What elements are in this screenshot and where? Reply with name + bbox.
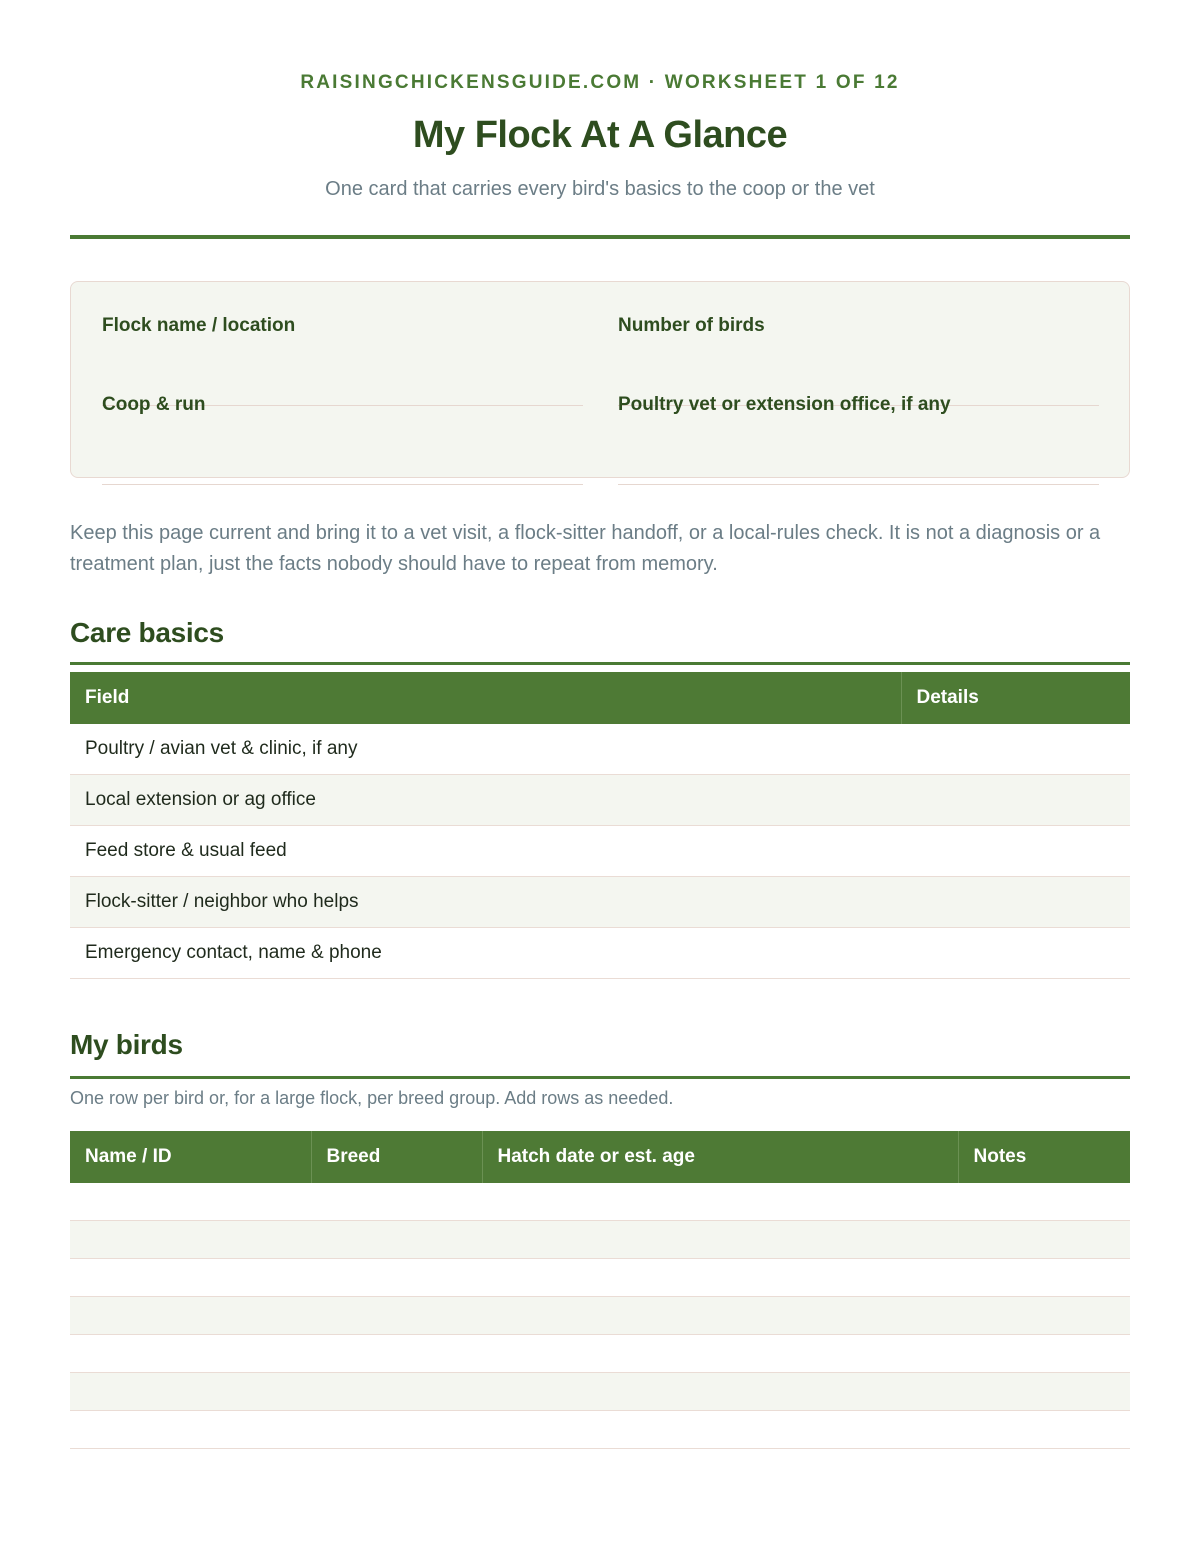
bird-name-cell[interactable] [70,1183,311,1221]
care-details-cell[interactable] [901,877,1130,928]
care-details-cell[interactable] [901,928,1130,979]
care-field-cell: Feed store & usual feed [70,826,901,877]
bird-notes-cell[interactable] [958,1373,1130,1411]
worksheet-kicker: RAISINGCHICKENSGUIDE.COM · WORKSHEET 1 OF 12 [300,72,900,93]
table-row [70,724,1130,775]
number-of-birds-field[interactable] [618,315,1099,337]
bird-breed-cell[interactable] [311,1411,482,1449]
bird-notes-cell[interactable] [958,1297,1130,1335]
column-header-hatch-date: Hatch date or est. age [482,1131,958,1183]
bird-name-cell[interactable] [70,1221,311,1259]
bird-breed-cell[interactable] [311,1259,482,1297]
bird-name-cell[interactable] [70,1259,311,1297]
column-header-field: Field [70,672,901,724]
bird-notes-cell[interactable] [958,1411,1130,1449]
care-field-cell: Poultry / avian vet & clinic, if any [70,724,901,775]
care-details-cell[interactable] [901,775,1130,826]
table-row [70,928,1130,979]
column-header-breed: Breed [311,1131,482,1183]
bird-notes-cell[interactable] [958,1259,1130,1297]
table-row [70,1183,1130,1221]
page-subtitle: One card that carries every bird's basics to the coop or the vet [325,178,875,200]
flock-info-card [70,281,1130,478]
table-row [70,1411,1130,1449]
table-row [70,1335,1130,1373]
bird-notes-cell[interactable] [958,1335,1130,1373]
bird-hatch-cell[interactable] [482,1183,958,1221]
table-row [70,1259,1130,1297]
number-of-birds-label: Number of birds [618,315,765,336]
care-field-cell: Local extension or ag office [70,775,901,826]
bird-hatch-cell[interactable] [482,1259,958,1297]
my-birds-note: One row per bird or, for a large flock, per breed group. Add rows as needed. [70,1088,674,1108]
bird-notes-cell[interactable] [958,1183,1130,1221]
flock-name-field[interactable] [102,315,583,337]
coop-run-label: Coop & run [102,394,206,415]
bird-hatch-cell[interactable] [482,1411,958,1449]
table-row [70,775,1130,826]
my-birds-table [70,1131,1130,1449]
care-field-cell: Flock-sitter / neighbor who helps [70,877,901,928]
care-basics-divider [70,662,1130,665]
header-divider [70,235,1130,239]
vet-office-label: Poultry vet or extension office, if any [618,394,951,415]
table-row [70,826,1130,877]
table-row [70,1297,1130,1335]
care-details-cell[interactable] [901,826,1130,877]
table-header-row [70,672,1130,724]
page-title: My Flock At A Glance [412,114,788,156]
column-header-name-id: Name / ID [70,1131,311,1183]
bird-name-cell[interactable] [70,1335,311,1373]
bird-name-cell[interactable] [70,1373,311,1411]
care-basics-heading: Care basics [70,617,224,648]
care-field-cell: Emergency contact, name & phone [70,928,901,979]
vet-office-field[interactable] [618,394,1099,416]
column-header-notes: Notes [958,1131,1130,1183]
bird-hatch-cell[interactable] [482,1297,958,1335]
bird-breed-cell[interactable] [311,1183,482,1221]
bird-hatch-cell[interactable] [482,1221,958,1259]
table-row [70,1373,1130,1411]
table-header-row [70,1131,1130,1183]
bird-breed-cell[interactable] [311,1373,482,1411]
bird-breed-cell[interactable] [311,1297,482,1335]
column-header-details: Details [901,672,1130,724]
care-details-cell[interactable] [901,724,1130,775]
bird-breed-cell[interactable] [311,1221,482,1259]
flock-name-label: Flock name / location [102,315,296,336]
intro-paragraph: Keep this page current and bring it to a vet visit, a flock-sitter handoff, or a local-rules check. It is not a diagnosis or a treatment plan, just the facts nobody should have to repeat from memory. [70,522,1101,575]
table-row [70,877,1130,928]
coop-run-line [102,484,583,485]
table-row [70,1221,1130,1259]
bird-name-cell[interactable] [70,1297,311,1335]
coop-run-field[interactable] [102,394,583,416]
bird-hatch-cell[interactable] [482,1335,958,1373]
my-birds-divider [70,1076,1130,1079]
bird-notes-cell[interactable] [958,1221,1130,1259]
bird-breed-cell[interactable] [311,1335,482,1373]
care-basics-table [70,672,1130,979]
bird-hatch-cell[interactable] [482,1373,958,1411]
vet-office-line [618,484,1099,485]
my-birds-heading: My birds [70,1029,183,1060]
bird-name-cell[interactable] [70,1411,311,1449]
